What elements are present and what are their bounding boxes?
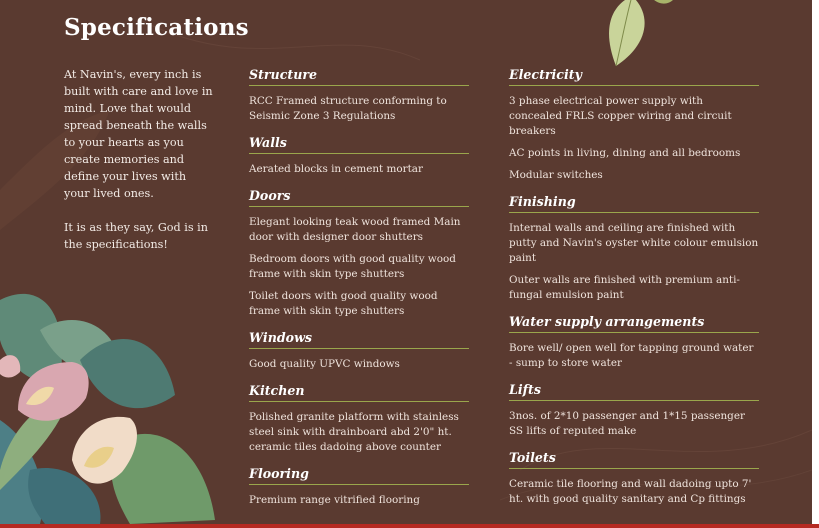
section-heading: Walls <box>249 134 469 154</box>
section-heading: Structure <box>249 66 469 86</box>
intro-paragraph: It is as they say, God is in the specifications! <box>64 221 208 251</box>
spec-section-lifts <box>509 381 759 439</box>
spec-section-doors <box>249 187 469 319</box>
section-heading: Doors <box>249 187 469 207</box>
spec-section-walls <box>249 134 469 177</box>
page-title: Specifications <box>64 14 249 41</box>
spec-item: RCC Framed structure conforming to Seismic Zone 3 Regulations <box>249 95 447 122</box>
specs-column-middle <box>249 66 469 518</box>
spec-item: Toilet doors with good quality wood frame with skin type shutters <box>249 290 438 317</box>
bottom-accent-bar <box>0 524 819 528</box>
section-heading: Electricity <box>509 66 759 86</box>
spec-item: Good quality UPVC windows <box>249 358 400 370</box>
spec-item: Modular switches <box>509 169 603 181</box>
spec-item: Bore well/ open well for tapping ground water - sump to store water <box>509 342 754 369</box>
spec-item: Outer walls are finished with premium anti-fungal emulsion paint <box>509 274 740 301</box>
spec-item: Polished granite platform with stainless steel sink with drainboard abd 2'0" ht. ceramic tiles dadoing above counter <box>249 411 459 453</box>
section-heading: Flooring <box>249 465 469 485</box>
section-heading: Windows <box>249 329 469 349</box>
section-heading: Finishing <box>509 193 759 213</box>
section-heading: Kitchen <box>249 382 469 402</box>
spec-item: Aerated blocks in cement mortar <box>249 163 423 175</box>
spec-section-structure <box>249 66 469 124</box>
specs-column-right <box>509 66 759 517</box>
section-heading: Toilets <box>509 449 759 469</box>
spec-section-kitchen <box>249 382 469 455</box>
section-heading: Water supply arrangements <box>509 313 759 333</box>
intro-text <box>64 66 214 270</box>
spec-section-electricity <box>509 66 759 183</box>
spec-section-finishing <box>509 193 759 303</box>
section-heading: Lifts <box>509 381 759 401</box>
spec-item: Bedroom doors with good quality wood frame with skin type shutters <box>249 253 456 280</box>
spec-item: AC points in living, dining and all bedrooms <box>509 147 741 159</box>
spec-item: Internal walls and ceiling are finished with putty and Navin's oyster white colour emulsion paint <box>509 222 759 264</box>
spec-section-water-supply <box>509 313 759 371</box>
spec-item: 3 phase electrical power supply with concealed FRLS copper wiring and circuit breakers <box>509 95 732 137</box>
spec-item: 3nos. of 2*10 passenger and 1*15 passenger SS lifts of reputed make <box>509 410 745 437</box>
spec-item: Premium range vitrified flooring <box>249 494 420 506</box>
intro-paragraph: At Navin's, every inch is built with care and love in mind. Love that would spread beneath the walls to your hearts as you create memories and define your lives with your lived ones. <box>64 68 213 200</box>
spec-section-flooring <box>249 465 469 508</box>
spec-item: Elegant looking teak wood framed Main door with designer door shutters <box>249 216 461 243</box>
spec-section-toilets <box>509 449 759 507</box>
spec-section-windows <box>249 329 469 372</box>
spec-item: Ceramic tile flooring and wall dadoing upto 7' ht. with good quality sanitary and Cp fittings <box>509 478 752 505</box>
